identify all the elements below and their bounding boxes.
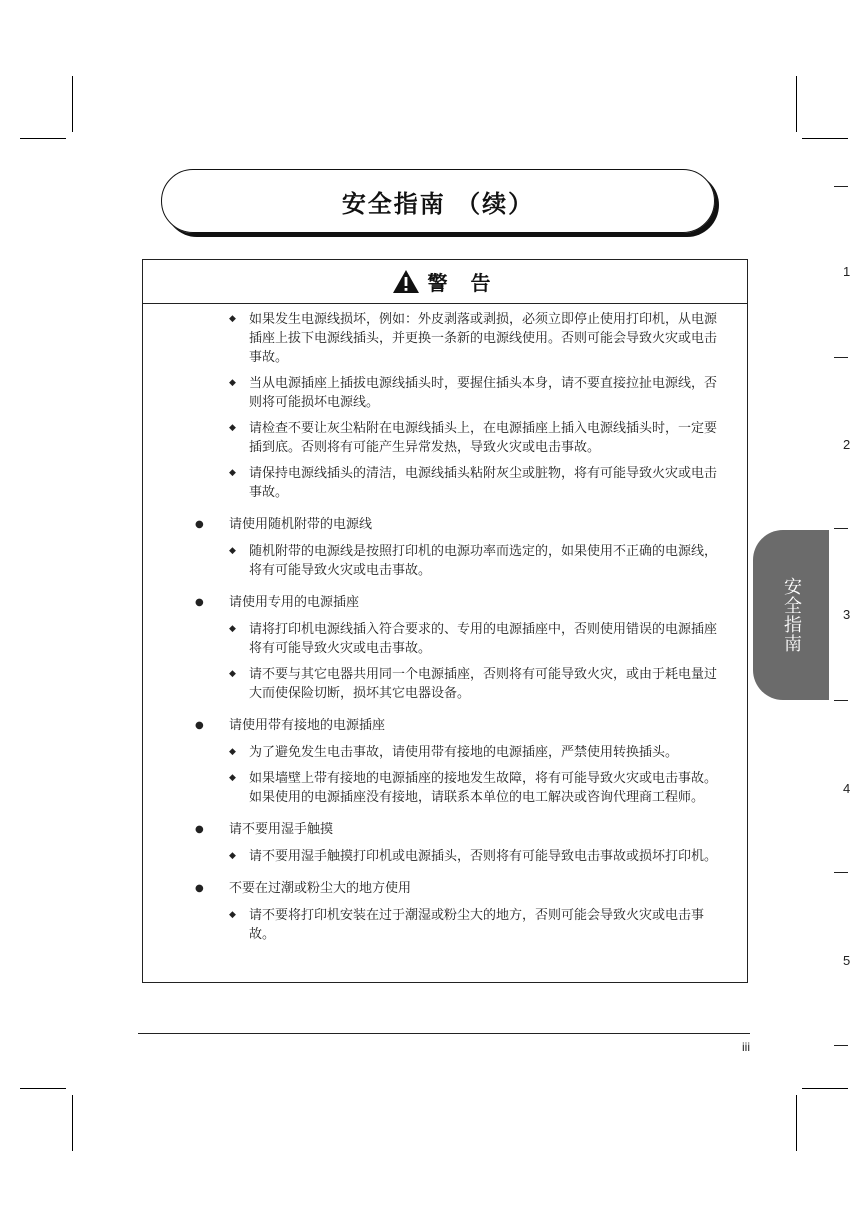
crop-mark [20,1088,66,1089]
chapter-index-1: 1 [843,264,851,279]
page-number: iii [742,1040,750,1054]
index-divider [834,872,848,873]
section-heading: ● 请使用专用的电源插座 [143,593,747,612]
index-divider [834,357,848,358]
warning-triangle-icon [392,269,420,294]
footer-rule [138,1033,750,1034]
crop-mark [802,1088,848,1089]
crop-mark [796,76,797,132]
list-item: ◆ 请将打印机电源线插入符合要求的、专用的电源插座中，否则使用错误的电源插座将有可能导致火灾或电击事故。 [143,620,747,658]
list-item: ◆ 请保持电源线插头的清洁，电源线插头粘附灰尘或脏物，将有可能导致火灾或电击事故。 [143,464,747,502]
section-heading: ● 请使用带有接地的电源插座 [143,716,747,735]
warning-header [143,260,747,304]
chapter-tab-label: 安全指南 [781,577,802,653]
list-item: ◆ 如果发生电源线损坏，例如：外皮剥落或剥损，必须立即停止使用打印机，从电源插座上拔下电源线插头，并更换一条新的电源线使用。否则可能会导致火灾或电击事故。 [143,310,747,367]
chapter-index-3: 3 [843,607,851,622]
list-item: ◆ 如果墙壁上带有接地的电源插座的接地发生故障，将有可能导致火灾或电击事故。如果使用的电源插座没有接地，请联系本单位的电工解决或咨询代理商工程师。 [143,769,747,807]
section-heading: ● 请不要用湿手触摸 [143,820,747,839]
list-item: ◆ 当从电源插座上插拔电源线插头时，要握住插头本身，请不要直接拉扯电源线，否则将可能损坏电源线。 [143,374,747,412]
warning-content [143,304,747,951]
section-heading: ● 请使用随机附带的电源线 [143,515,747,534]
list-item: ◆ 请不要用湿手触摸打印机或电源插头，否则将有可能导致电击事故或损坏打印机。 [143,847,747,866]
section-heading: ● 不要在过潮或粉尘大的地方使用 [143,879,747,898]
list-item: ◆ 请不要与其它电器共用同一个电源插座，否则将有可能导致火灾，或由于耗电量过大而使保险切断，损坏其它电器设备。 [143,665,747,703]
chapter-index-2: 2 [843,437,851,452]
list-item: ◆ 请不要将打印机安装在过于潮湿或粉尘大的地方，否则可能会导致火灾或电击事故。 [143,906,747,944]
chapter-tab[interactable] [753,530,829,700]
crop-mark [802,138,848,139]
list-item: ◆ 为了避免发生电击事故，请使用带有接地的电源插座，严禁使用转换插头。 [143,743,747,762]
index-divider [834,1045,848,1046]
chapter-index-5: 5 [843,953,851,968]
crop-mark [72,1095,73,1151]
index-divider [834,528,848,529]
page-title: 安全指南 （续） [161,169,715,233]
index-divider [834,186,848,187]
chapter-index-4: 4 [843,781,851,796]
warning-box [142,259,748,983]
crop-mark [796,1095,797,1151]
index-divider [834,700,848,701]
list-item: ◆ 随机附带的电源线是按照打印机的电源功率而选定的，如果使用不正确的电源线，将有可能导致火灾或电击事故。 [143,542,747,580]
crop-mark [72,76,73,132]
crop-mark [20,138,66,139]
warning-title: 警 告 [427,271,499,295]
list-item: ◆ 请检查不要让灰尘粘附在电源线插头上，在电源插座上插入电源线插头时，一定要插到底。否则将有可能产生异常发热，导致火灾或电击事故。 [143,419,747,457]
